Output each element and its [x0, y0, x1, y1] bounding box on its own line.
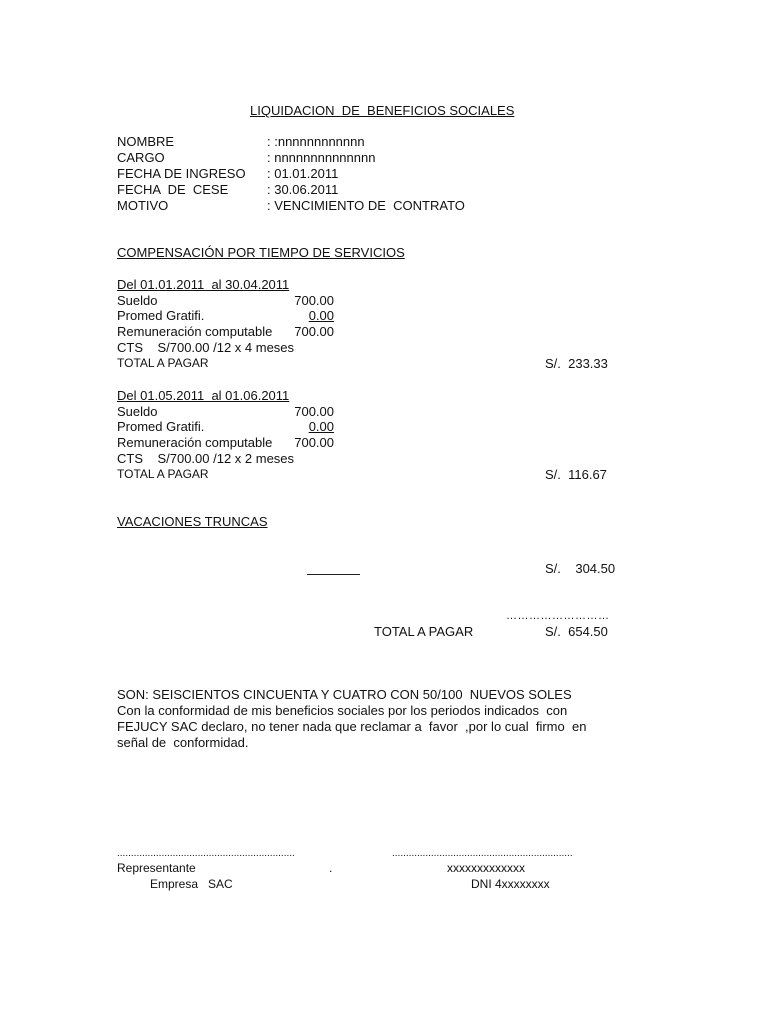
signature-subtitle: DNI 4xxxxxxxx [471, 877, 550, 891]
nombre-value: : :nnnnnnnnnnnn [267, 134, 365, 149]
motivo-label: MOTIVO [117, 198, 169, 213]
conformity-line-2: FEJUCY SAC declaro, no tener nada que reclamar a favor ,por lo cual firmo en [117, 719, 587, 734]
summary-total-amount: S/. 654.50 [545, 624, 608, 639]
period-total-label: TOTAL A PAGAR [117, 356, 209, 370]
sueldo-label: Sueldo [117, 404, 158, 419]
summary-total-label: TOTAL A PAGAR [374, 624, 474, 639]
vacaciones-amount: S/. 304.50 [545, 561, 616, 576]
cargo-label: CARGO [117, 150, 165, 165]
period-range: Del 01.01.2011 al 30.04.2011 [117, 277, 290, 292]
ingreso-label: FECHA DE INGRESO [117, 166, 246, 181]
cts-heading: COMPENSACIÓN POR TIEMPO DE SERVICIOS [117, 245, 405, 260]
period-total-amount: S/. 116.67 [545, 467, 607, 482]
rem-amount: 700.00 [294, 435, 334, 450]
rem-label: Remuneración computable [117, 435, 273, 450]
document-title: LIQUIDACION DE BENEFICIOS SOCIALES [250, 103, 515, 118]
summary-dots: ……………………… [506, 610, 610, 622]
signature-subtitle: Empresa SAC [150, 877, 233, 891]
gratifi-amount: 0.00 [308, 308, 334, 323]
cese-value: : 30.06.2011 [267, 182, 339, 197]
gratifi-label: Promed Gratifi. [117, 419, 205, 434]
signature-line: ................................................................ [117, 848, 295, 859]
signature-title: Representante [117, 861, 196, 875]
period-total-amount: S/. 233.33 [545, 356, 608, 371]
rem-amount: 700.00 [294, 324, 334, 339]
sueldo-label: Sueldo [117, 293, 158, 308]
period-total-label: TOTAL A PAGAR [117, 467, 209, 481]
motivo-value: : VENCIMIENTO DE CONTRATO [267, 198, 465, 213]
period-range: Del 01.05.2011 al 01.06.2011 [117, 388, 290, 403]
cts-calc: CTS S/700.00 /12 x 2 meses [117, 451, 295, 466]
cargo-value: : nnnnnnnnnnnnnn [267, 150, 376, 165]
gratifi-label: Promed Gratifi. [117, 308, 205, 323]
vacaciones-underline [307, 574, 360, 575]
ingreso-value: : 01.01.2011 [267, 166, 339, 181]
gratifi-amount: 0.00 [308, 419, 334, 434]
vacaciones-heading: VACACIONES TRUNCAS [117, 514, 268, 529]
signature-line: ................................................................. [392, 848, 573, 859]
son-line: SON: SEISCIENTOS CINCUENTA Y CUATRO CON 50/100 NUEVOS SOLES [117, 687, 572, 702]
conformity-line-1: Con la conformidad de mis beneficios sociales por los periodos indicados con [117, 703, 568, 718]
cts-calc: CTS S/700.00 /12 x 4 meses [117, 340, 295, 355]
sueldo-amount: 700.00 [294, 404, 334, 419]
nombre-label: NOMBRE [117, 134, 175, 149]
rem-label: Remuneración computable [117, 324, 273, 339]
sueldo-amount: 700.00 [294, 293, 334, 308]
signature-dot: . [329, 861, 333, 875]
conformity-line-3: señal de conformidad. [117, 735, 249, 750]
signature-title: xxxxxxxxxxxxx [447, 861, 525, 875]
cese-label: FECHA DE CESE [117, 182, 229, 197]
